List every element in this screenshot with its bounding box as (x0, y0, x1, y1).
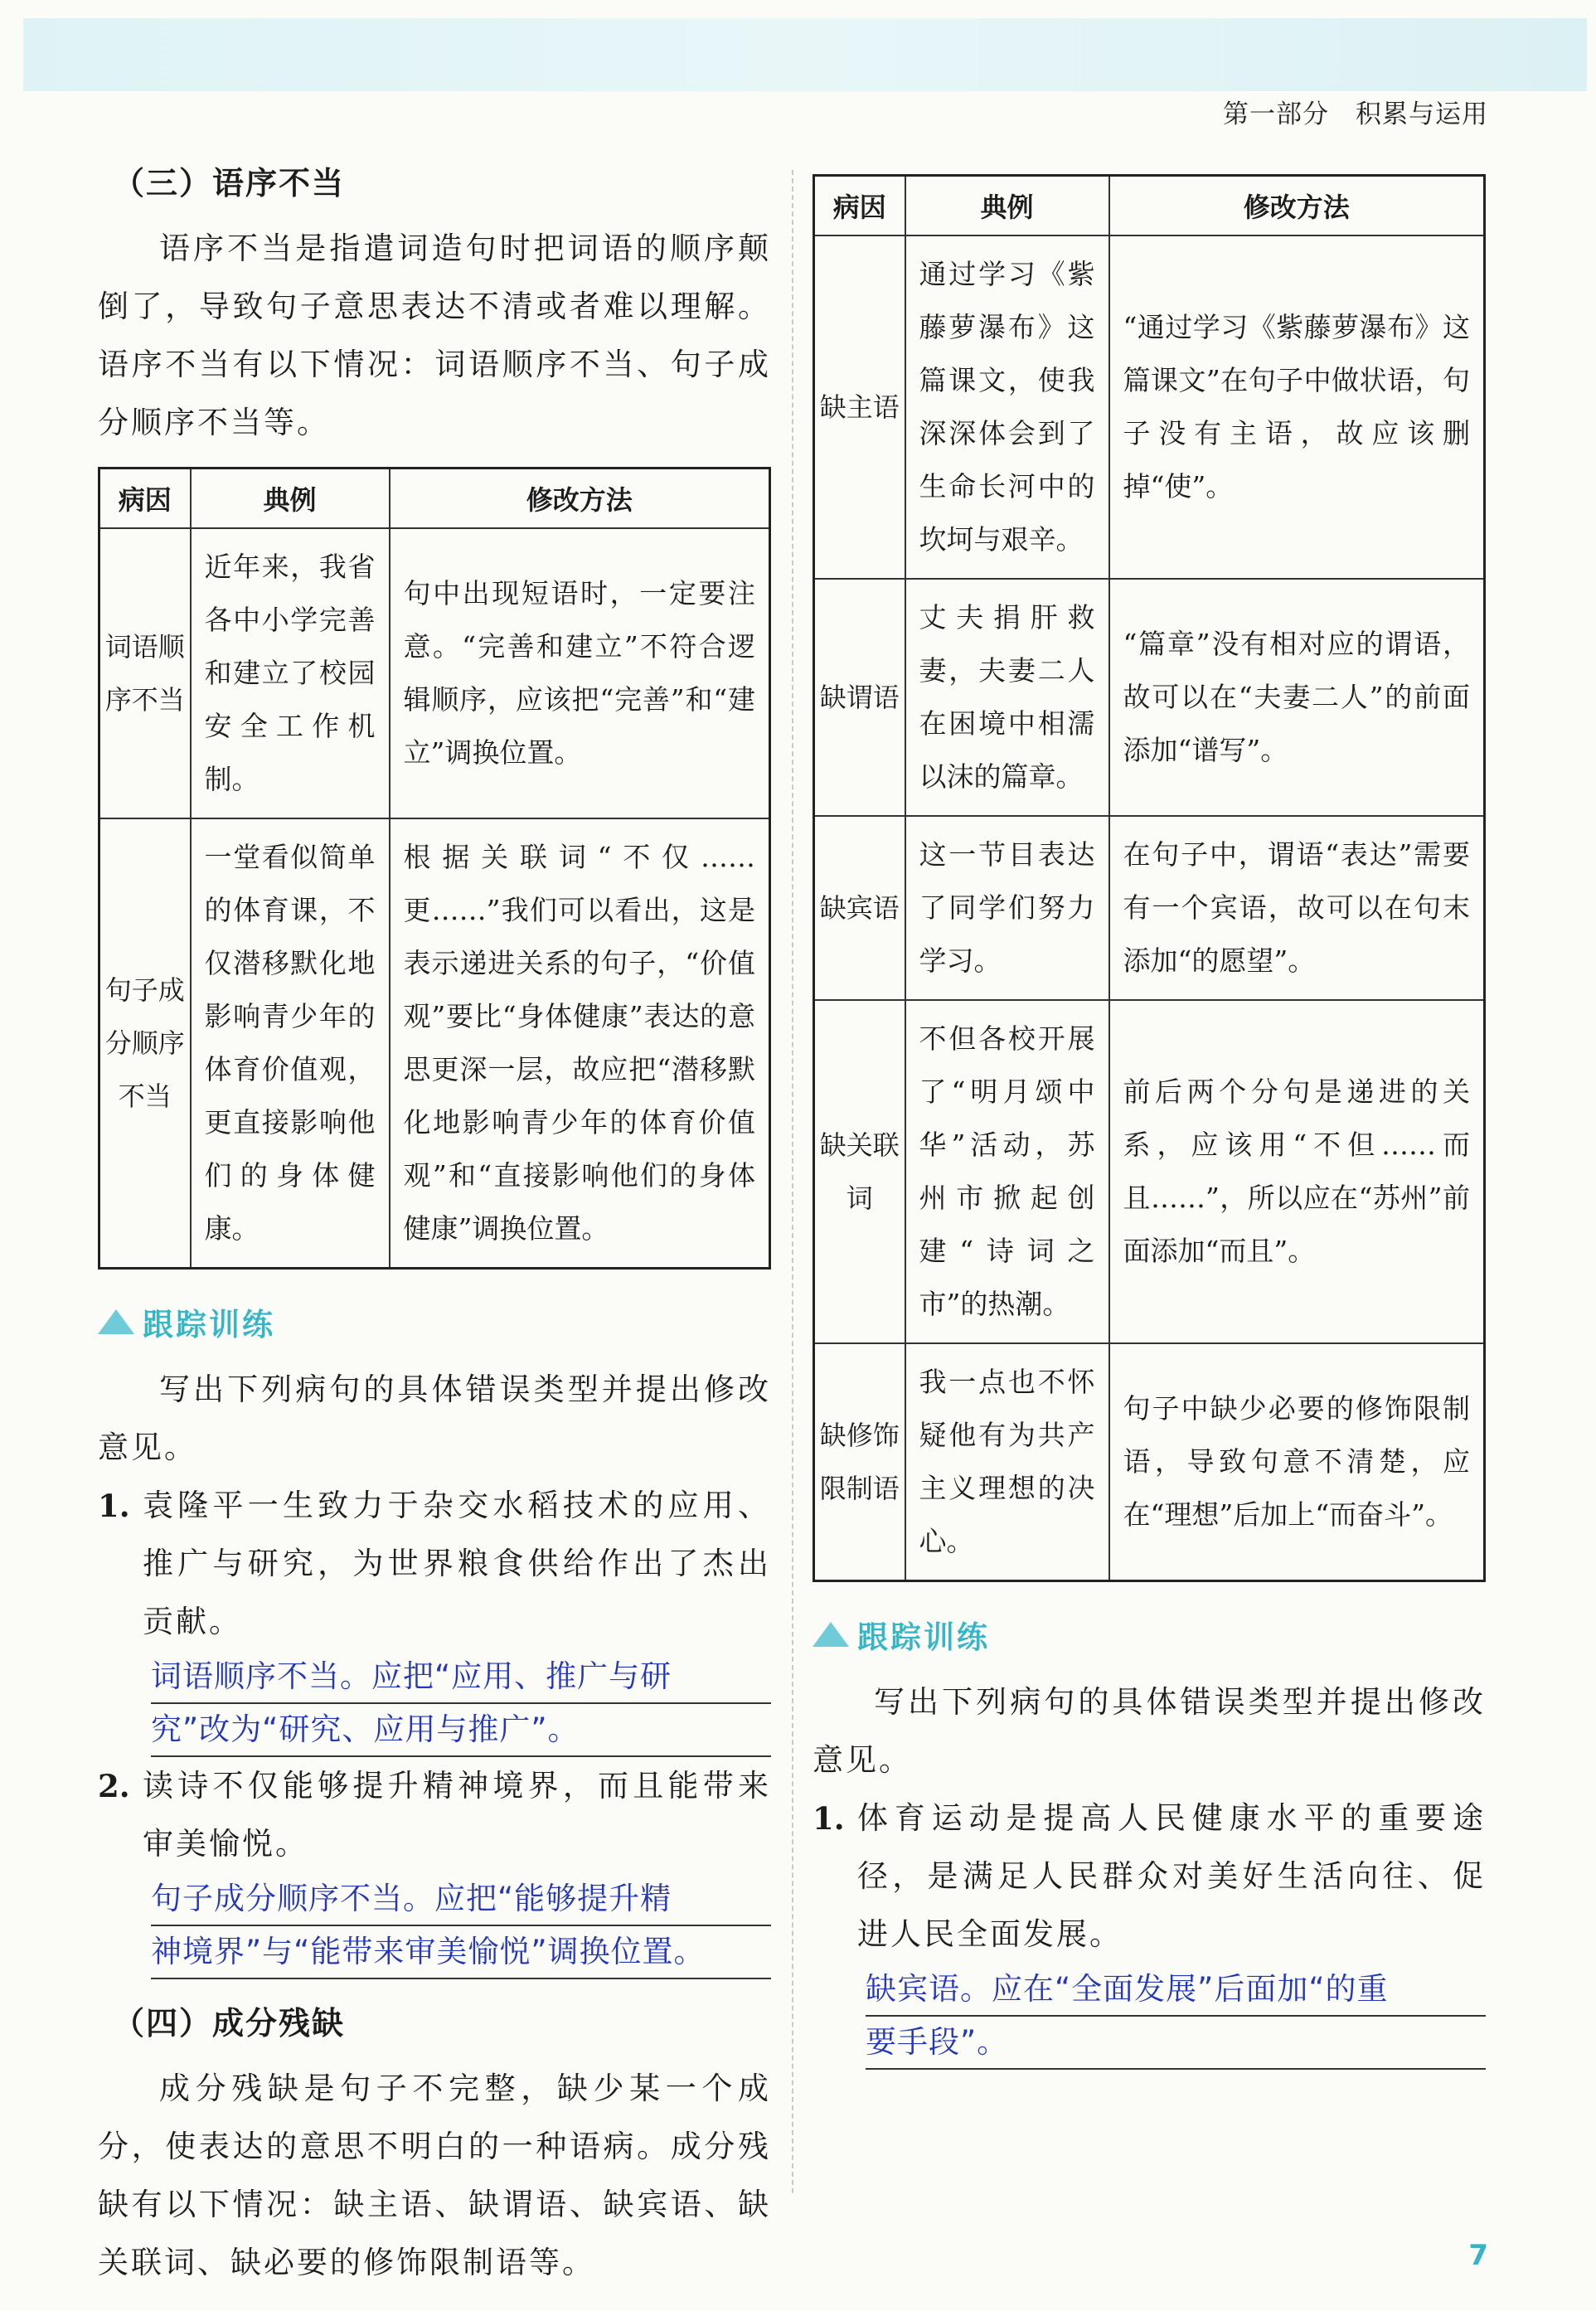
table-header-cell: 修改方法 (390, 469, 770, 529)
table-cell-cause: 缺修饰限制语 (814, 1343, 905, 1581)
table-cell-example: 一堂看似简单的体育课，不仅潜移默化地影响青少年的体育价值观，更直接影响他们的身体健康。 (191, 818, 390, 1269)
table-header-cell: 病因 (99, 469, 191, 529)
answer-block (151, 1873, 771, 1979)
missing-component-table (813, 174, 1486, 1582)
table-cell-fix: 句子中缺少必要的修饰限制语，导致句意不清楚，应在“理想”后加上“而奋斗”。 (1109, 1343, 1485, 1581)
question-item (813, 1789, 1486, 1964)
training-heading-label: 跟踪训练 (143, 1307, 275, 1342)
table-header-cell: 典例 (191, 469, 390, 529)
table-header-cell: 典例 (905, 176, 1109, 236)
answer-line: 缺宾语。应在“全面发展”后面加“的重 (866, 1964, 1486, 2017)
question-number: 2. (98, 1768, 130, 1804)
table-cell-example: 我一点也不怀疑他有为共产主义理想的决心。 (905, 1343, 1109, 1581)
triangle-icon (813, 1622, 849, 1647)
section-title-word-order: （三）语序不当 (113, 165, 346, 201)
page-number: 7 (1468, 2239, 1488, 2272)
training-heading-label: 跟踪训练 (857, 1619, 990, 1655)
question-number: 1. (98, 1488, 130, 1524)
table-row (814, 1000, 1485, 1343)
question-text: 读诗不仅能够提升精神境界，而且能带来审美愉悦。 (143, 1768, 771, 1862)
table-cell-cause: 缺关联词 (814, 1000, 905, 1343)
table-row (814, 816, 1485, 1000)
table-cell-cause: 词语顺序不当 (99, 528, 191, 818)
training-heading (98, 1299, 771, 1344)
answer-block (151, 1651, 771, 1757)
answer-line: 神境界”与“能带来审美愉悦”调换位置。 (151, 1926, 771, 1979)
training-instruction: 写出下列病句的具体错误类型并提出修改意见。 (813, 1684, 1486, 1778)
table-cell-cause: 句子成分顺序不当 (99, 818, 191, 1269)
question-text: 袁隆平一生致力于杂交水稻技术的应用、推广与研究，为世界粮食供给作出了杰出贡献。 (143, 1488, 771, 1639)
answer-line: 词语顺序不当。应把“应用、推广与研 (151, 1651, 771, 1704)
table-row (99, 818, 770, 1269)
word-order-table (98, 467, 771, 1270)
table-row (99, 528, 770, 818)
triangle-icon (98, 1309, 134, 1334)
answer-line: 要手段”。 (866, 2017, 1486, 2070)
table-cell-cause: 缺主语 (814, 235, 905, 579)
table-cell-fix: “通过学习《紫藤萝瀑布》这篇课文”在句子中做状语，句子没有主语，故应该删掉“使”。 (1109, 235, 1485, 579)
training-heading (813, 1612, 1486, 1657)
table-cell-example: 丈夫捐肝救妻，夫妻二人在困境中相濡以沫的篇章。 (905, 579, 1109, 816)
question-number: 1. (813, 1800, 845, 1837)
table-row (814, 1343, 1485, 1581)
table-cell-fix: 根据关联词“不仅……更……”我们可以看出，这是表示递进关系的句子，“价值观”要比“身体健康”表达的意思更深一层，故应把“潜移默化地影响青少年的体育价值观”和“直接影响他们的身体健康”调换位置。 (390, 818, 770, 1269)
section-intro-word-order: 语序不当是指遣词造句时把词语的顺序颠倒了，导致句子意思表达不清或者难以理解。语序不当有以下情况：词语顺序不当、句子成分顺序不当等。 (98, 231, 771, 440)
section-intro-missing-component: 成分残缺是句子不完整，缺少某一个成分，使表达的意思不明白的一种语病。成分残缺有以下情况：缺主语、缺谓语、缺宾语、缺关联词、缺必要的修饰限制语等。 (98, 2071, 771, 2280)
answer-block (866, 1964, 1486, 2070)
column-divider (792, 170, 793, 2193)
table-cell-fix: 在句子中，谓语“表达”需要有一个宾语，故可以在句末添加“的愿望”。 (1109, 816, 1485, 1000)
table-cell-cause: 缺宾语 (814, 816, 905, 1000)
table-header-row (814, 176, 1485, 236)
question-item (98, 1757, 771, 1873)
table-cell-example: 这一节目表达了同学们努力学习。 (905, 816, 1109, 1000)
section-title-missing-component: （四）成分残缺 (113, 2005, 346, 2042)
table-row (814, 235, 1485, 579)
right-column (813, 174, 1486, 2070)
header-section-label: 第一部分 积累与运用 (1223, 100, 1488, 129)
answer-line: 句子成分顺序不当。应把“能够提升精 (151, 1873, 771, 1926)
table-header-row (99, 469, 770, 529)
training-instruction: 写出下列病句的具体错误类型并提出修改意见。 (98, 1372, 771, 1465)
table-cell-fix: 句中出现短语时，一定要注意。“完善和建立”不符合逻辑顺序，应该把“完善”和“建立”调换位置。 (390, 528, 770, 818)
table-header-cell: 修改方法 (1109, 176, 1485, 236)
question-item (98, 1477, 771, 1651)
header-band (23, 18, 1587, 91)
question-text: 体育运动是提高人民健康水平的重要途径，是满足人民群众对美好生活向往、促进人民全面发展。 (857, 1800, 1486, 1952)
table-cell-fix: “篇章”没有相对应的谓语，故可以在“夫妻二人”的前面添加“谱写”。 (1109, 579, 1485, 816)
table-cell-fix: 前后两个分句是递进的关系，应该用“不但……而且……”，所以应在“苏州”前面添加“而且”。 (1109, 1000, 1485, 1343)
answer-line: 究”改为“研究、应用与推广”。 (151, 1704, 771, 1757)
table-header-cell: 病因 (814, 176, 905, 236)
table-cell-cause: 缺谓语 (814, 579, 905, 816)
table-cell-example: 通过学习《紫藤萝瀑布》这篇课文，使我深深体会到了生命长河中的坎坷与艰辛。 (905, 235, 1109, 579)
table-cell-example: 近年来，我省各中小学完善和建立了校园安全工作机制。 (191, 528, 390, 818)
table-row (814, 579, 1485, 816)
left-column (98, 158, 771, 2292)
table-cell-example: 不但各校开展了“明月颂中华”活动，苏州市掀起创建“诗词之市”的热潮。 (905, 1000, 1109, 1343)
